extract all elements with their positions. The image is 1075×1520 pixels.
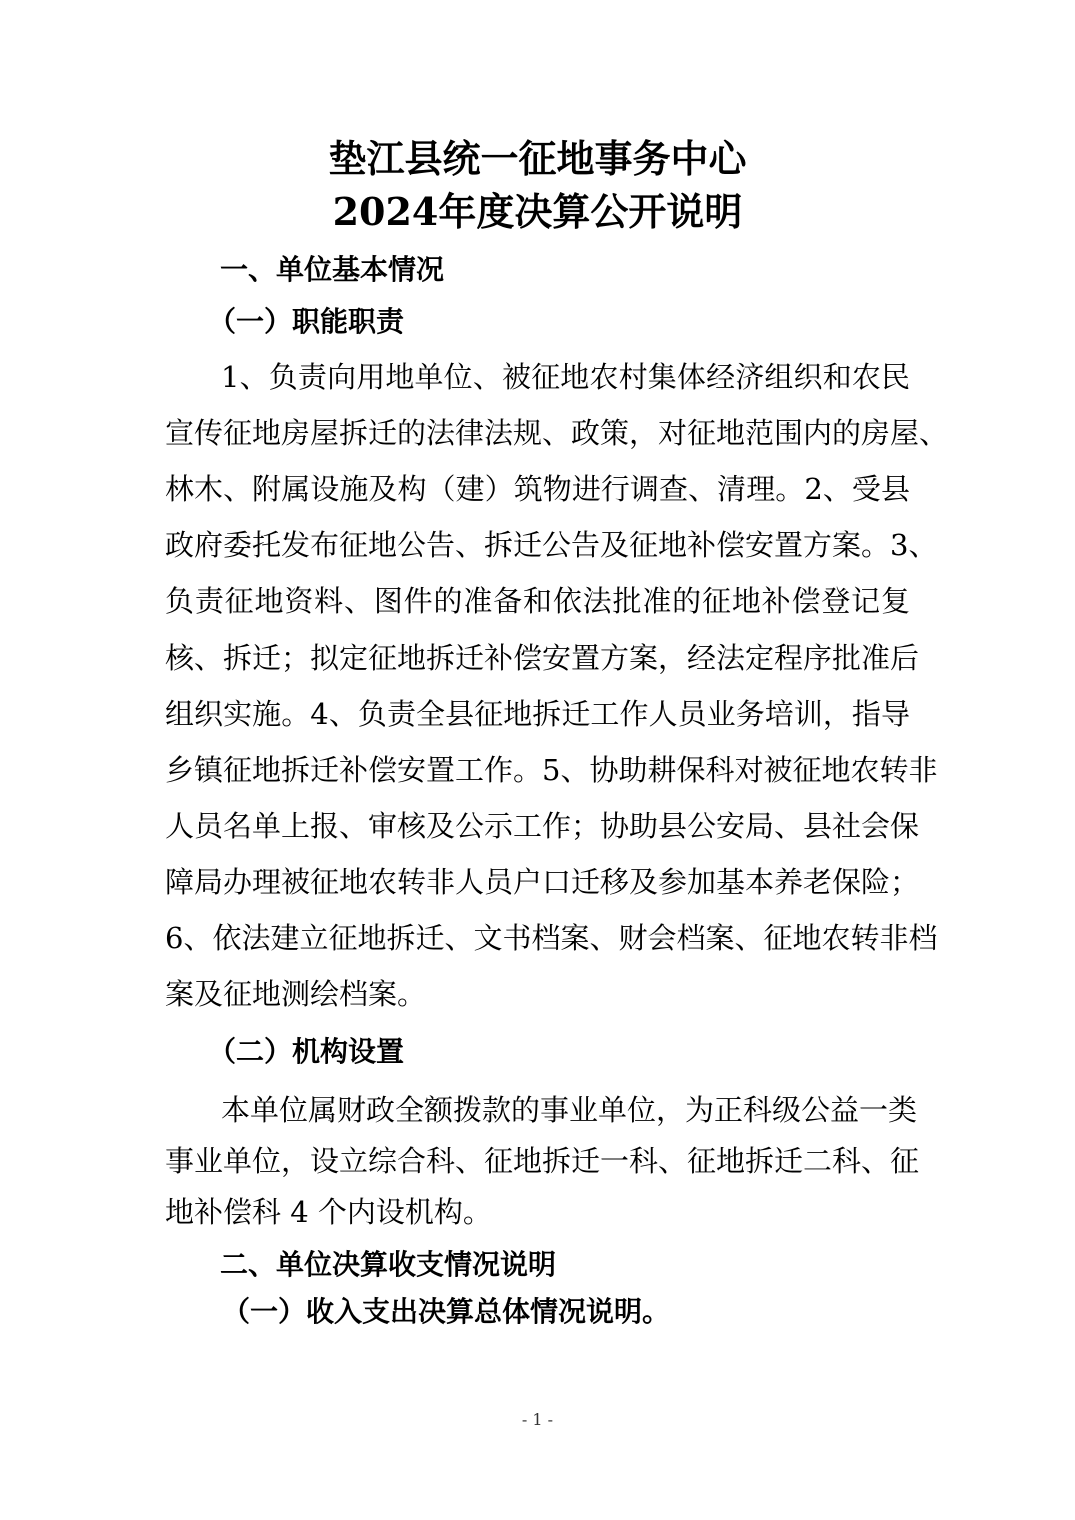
page-number: - 1 - xyxy=(521,1410,554,1429)
document-subtitle: 2024年度决算公开说明 xyxy=(332,189,743,234)
section-1-heading: 一、单位基本情况 xyxy=(220,253,445,286)
paragraph-line: 组织实施。4、负责全县征地拆迁工作人员业务培训，指导 xyxy=(165,696,910,731)
paragraph-line: 乡镇征地拆迁补偿安置工作。5、协助耕保科对被征地农转非 xyxy=(165,752,938,787)
paragraph-line: 政府委托发布征地公告、拆迁公告及征地补偿安置方案。3、 xyxy=(165,528,938,563)
paragraph-line: 事业单位，设立综合科、征地拆迁一科、征地拆迁二科、征 xyxy=(165,1144,920,1178)
paragraph-line: 案及征地测绘档案。 xyxy=(165,977,427,1012)
paragraph-line: 1、负责向用地单位、被征地农村集体经济组织和农民 xyxy=(221,360,910,394)
paragraph-line: 人员名单上报、审核及公示工作；协助县公安局、县社会保 xyxy=(165,808,920,843)
paragraph-line: 地补偿科 4 个内设机构。 xyxy=(165,1195,492,1229)
paragraph-line: 障局办理被征地农转非人员户口迁移及参加基本养老保险； xyxy=(165,864,920,899)
paragraph-line: 6、依法建立征地拆迁、文书档案、财会档案、征地农转非档 xyxy=(165,921,938,955)
paragraph-line: 宣传征地房屋拆迁的法律法规、政策，对征地范围内的房屋、 xyxy=(165,416,949,451)
section-1-2-heading: （二）机构设置 xyxy=(208,1035,405,1068)
paragraph-line: 负责征地资料、图件的准备和依法批准的征地补偿登记复 xyxy=(165,584,910,619)
section-2-heading: 二、单位决算收支情况说明 xyxy=(220,1248,557,1281)
paragraph-line: 本单位属财政全额拨款的事业单位，为正科级公益一类 xyxy=(221,1093,918,1127)
section-1-1-heading: （一）职能职责 xyxy=(208,305,405,338)
paragraph-line: 核、拆迁；拟定征地拆迁补偿安置方案，经法定程序批准后 xyxy=(165,640,920,675)
section-2-1-heading: （一）收入支出决算总体情况说明。 xyxy=(222,1295,671,1328)
document-title: 垫江县统一征地事务中心 xyxy=(328,136,747,181)
paragraph-line: 林木、附属设施及构（建）筑物进行调查、清理。2、受县 xyxy=(165,472,910,507)
